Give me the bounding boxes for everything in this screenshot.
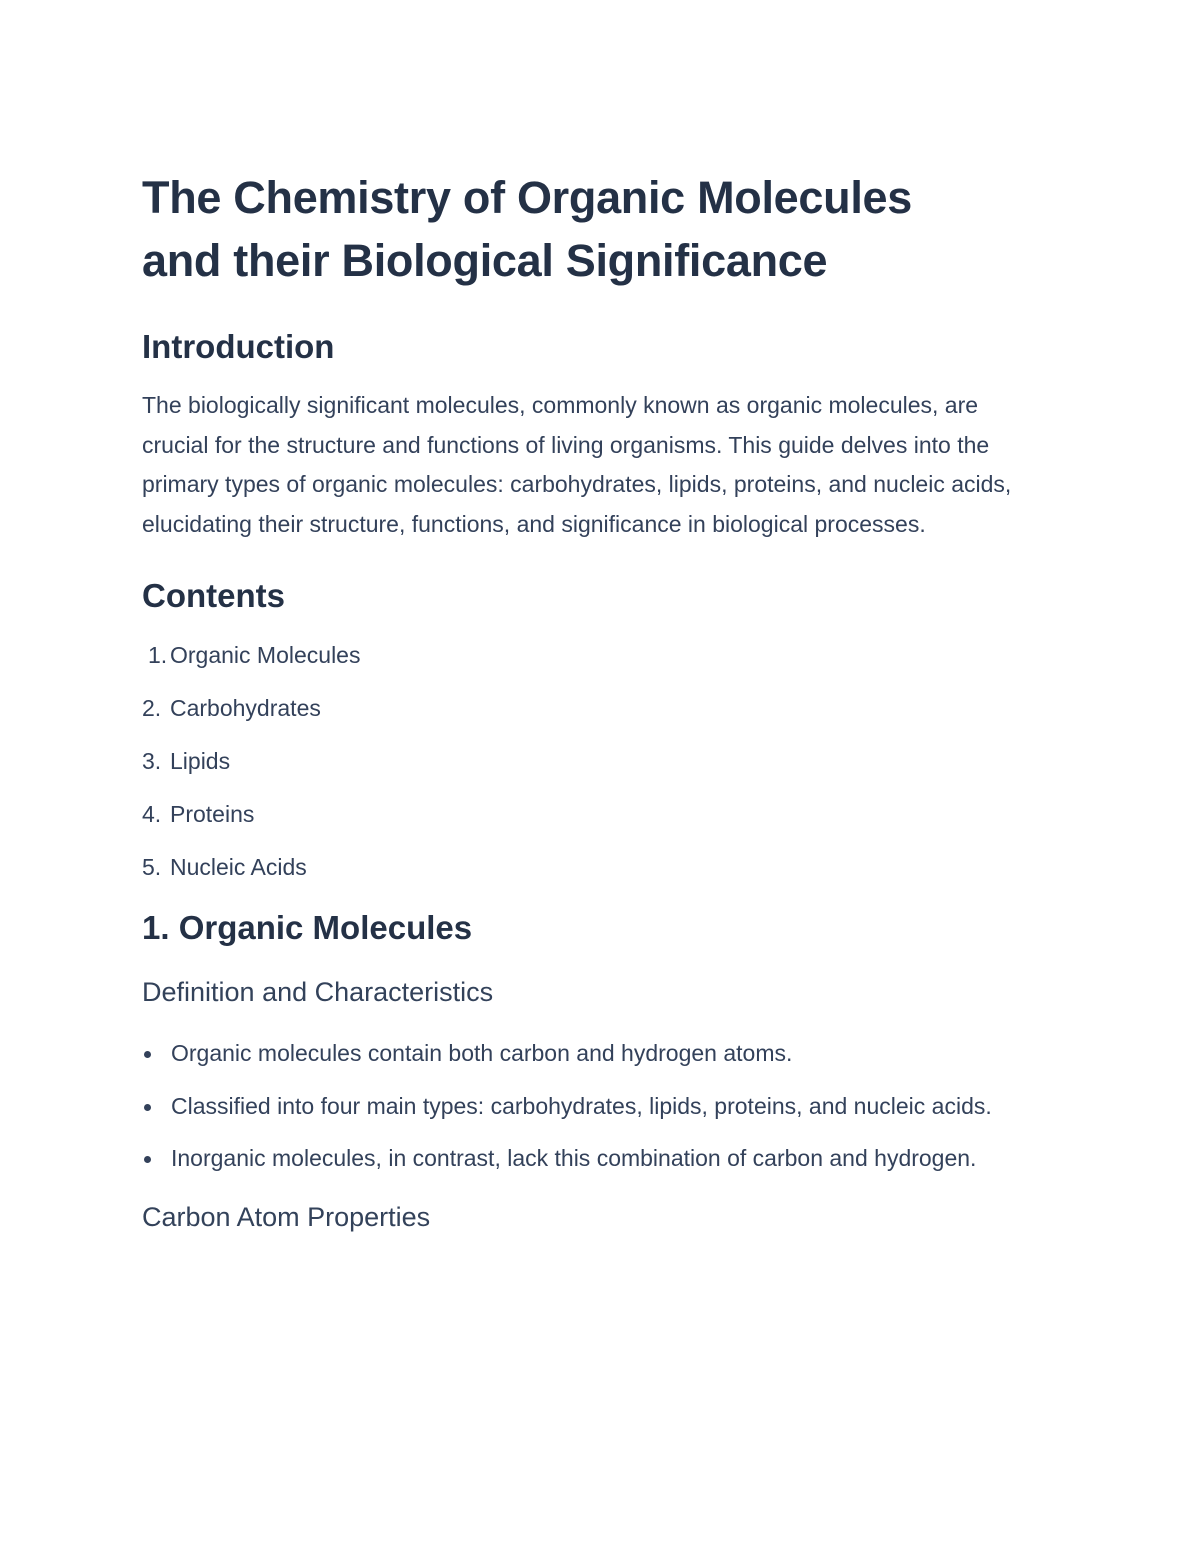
document-page <box>142 166 1062 1235</box>
list-item-text: Classified into four main types: carbohydrates, lipids, proteins, and nucleic acids. <box>171 1092 992 1119</box>
bullet-icon <box>144 1156 151 1163</box>
toc-item-number: 1. <box>148 642 168 668</box>
toc-item-number: 3. <box>142 748 162 774</box>
toc-item-proteins[interactable] <box>142 801 1062 827</box>
document-title <box>142 166 1062 292</box>
table-of-contents <box>142 642 1062 880</box>
toc-item-lipids[interactable] <box>142 748 1062 774</box>
bullet-icon <box>144 1051 151 1058</box>
toc-item-carbohydrates[interactable] <box>142 695 1062 721</box>
toc-item-label: Organic Molecules <box>170 642 361 668</box>
definition-bullet-list <box>142 1034 1062 1179</box>
toc-item-number: 2. <box>142 695 162 721</box>
document-title-line-2: and their Biological Significance <box>142 235 828 286</box>
list-item <box>142 1087 1031 1127</box>
list-item <box>142 1139 1031 1179</box>
carbon-properties-subheading: Carbon Atom Properties <box>142 1201 431 1232</box>
definition-subheading: Definition and Characteristics <box>142 977 494 1007</box>
toc-item-label: Nucleic Acids <box>170 854 307 880</box>
introduction-heading: Introduction <box>142 328 335 365</box>
list-item-text: Organic molecules contain both carbon and hydrogen atoms. <box>171 1040 793 1066</box>
toc-item-number: 4. <box>142 801 162 827</box>
document-title-line-1: The Chemistry of Organic Molecules <box>142 172 912 223</box>
toc-item-nucleic-acids[interactable] <box>142 854 1062 880</box>
toc-item-label: Carbohydrates <box>170 695 321 721</box>
toc-item-number: 5. <box>142 854 162 880</box>
contents-heading: Contents <box>142 577 285 614</box>
bullet-icon <box>144 1104 151 1111</box>
list-item <box>142 1034 1031 1074</box>
toc-item-organic-molecules[interactable] <box>142 642 1062 668</box>
toc-item-label: Lipids <box>170 748 231 774</box>
section-1-heading: 1. Organic Molecules <box>142 909 473 946</box>
introduction-paragraph: The biologically significant molecules, commonly known as organic molecules, are crucial for the structure and functions of living organisms. This guide delves into the primary types of organic molecules: carbohydrates, lipids, proteins, and nucleic acids, elucidating their structure, functions, and significance in biological processes. <box>142 392 1012 537</box>
list-item-text: Inorganic molecules, in contrast, lack this combination of carbon and hydrogen. <box>171 1145 977 1171</box>
toc-item-label: Proteins <box>170 801 255 827</box>
